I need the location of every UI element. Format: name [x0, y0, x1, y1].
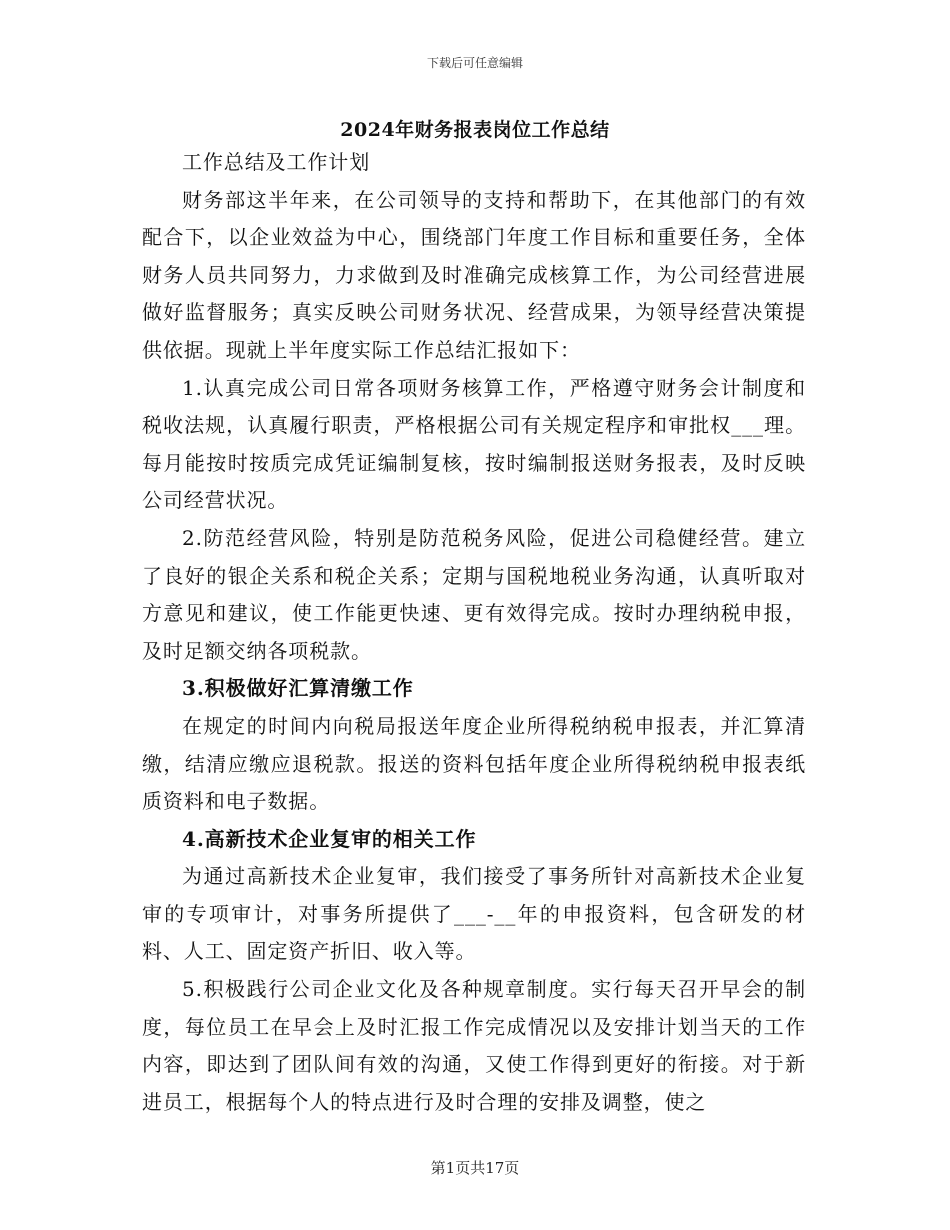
item-1-paragraph: 1.认真完成公司日常各项财务核算工作，严格遵守财务会计制度和税收法规，认真履行职责，严格根据公司有关规定程序和审批权___理。每月能按时按质完成凭证编制复核，按时编制报送财务报表，及时反映公司经营状况。 [142, 375, 806, 513]
item-5-paragraph: 5.积极践行公司企业文化及各种规章制度。实行每天召开早会的制度，每位员工在早会上及时汇报工作完成情况以及安排计划当天的工作内容，即达到了团队间有效的沟通，又使工作得到更好的衔接。对于新进员工，根据每个人的特点进行及时合理的安排及调整，使之 [142, 977, 806, 1114]
header-note: 下载后可任意编辑 [426, 56, 523, 70]
item-2-paragraph: 2.防范经营风险，特别是防范税务风险，促进公司稳健经营。建立了良好的银企关系和税企关系；定期与国税地税业务沟通，认真听取对方意见和建议，使工作能更快速、更有效得完成。按时办理纳税申报，及时足额交纳各项税款。 [142, 525, 806, 663]
item-3-paragraph: 在规定的时间内向税局报送年度企业所得税纳税申报表，并汇算清缴，结清应缴应退税款。报送的资料包括年度企业所得税纳税申报表纸质资料和电子数据。 [142, 713, 806, 814]
item-3-heading: 3.积极做好汇算清缴工作 [182, 676, 414, 701]
document-title: 2024年财务报表岗位工作总结 [340, 119, 610, 141]
page-number-footer: 第1页共17页 [430, 1159, 520, 1177]
item-4-heading: 4.高新技术企业复审的相关工作 [182, 826, 477, 851]
document-body [142, 144, 806, 1121]
intro-paragraph: 财务部这半年来，在公司领导的支持和帮助下，在其他部门的有效配合下，以企业效益为中心，围绕部门年度工作目标和重要任务，全体财务人员共同努力，力求做到及时准确完成核算工作，为公司经营进展做好监督服务；真实反映公司财务状况、经营成果，为领导经营决策提供依据。现就上半年度实际工作总结汇报如下： [142, 187, 806, 362]
item-4-paragraph: 为通过高新技术企业复审，我们接受了事务所针对高新技术企业复审的专项审计，对事务所提供了___-__年的申报资料，包含研发的材料、人工、固定资产折旧、收入等。 [142, 864, 806, 964]
section-heading-summary: 工作总结及工作计划 [182, 150, 371, 174]
